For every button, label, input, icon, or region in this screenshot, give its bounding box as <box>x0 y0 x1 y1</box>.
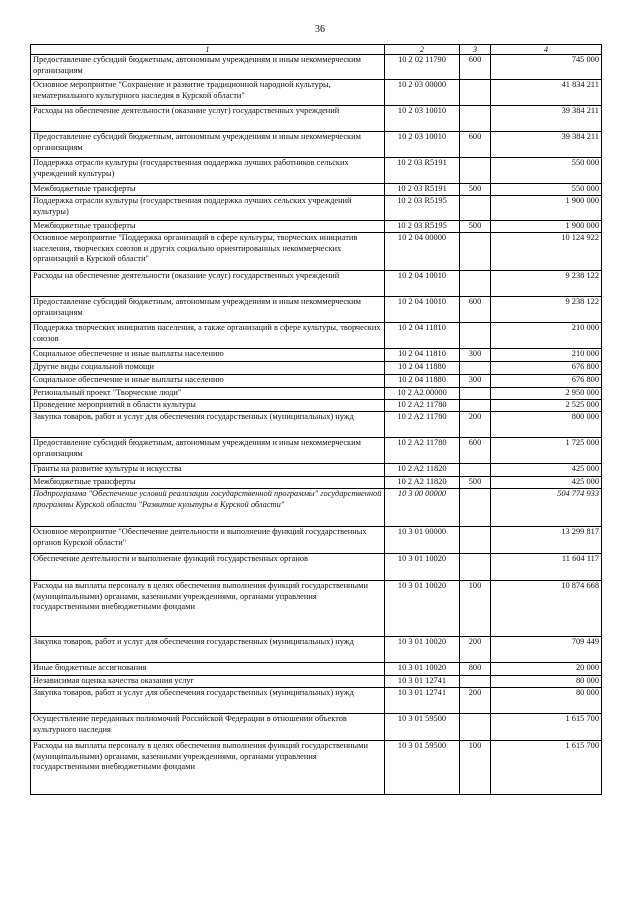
header-col-2: 2 <box>385 45 460 55</box>
cell-type <box>460 554 491 581</box>
cell-amount: 9 238 122 <box>491 297 602 323</box>
cell-code: 10 2 03 R5195 <box>385 196 460 221</box>
cell-name: Региональный проект "Творческие люди" <box>31 388 385 400</box>
table-row <box>31 323 602 349</box>
cell-amount: 13 299 817 <box>491 527 602 554</box>
cell-name: Обеспечение деятельности и выполнение функций государственных органов <box>31 554 385 581</box>
cell-code: 10 3 01 10020 <box>385 637 460 663</box>
cell-name: Расходы на выплаты персоналу в целях обеспечения выполнения функций государственными (муниципальными) органами, казенными учреждениями, органами управления государственными внебюджетными фондами <box>31 581 385 637</box>
cell-code: 10 2 03 R5195 <box>385 221 460 233</box>
cell-amount: 800 000 <box>491 412 602 438</box>
cell-code: 10 3 01 10020 <box>385 554 460 581</box>
cell-name: Расходы на обеспечение деятельности (оказание услуг) государственных учреждений <box>31 271 385 297</box>
cell-amount: 550 000 <box>491 184 602 196</box>
cell-type <box>460 362 491 375</box>
cell-type: 500 <box>460 221 491 233</box>
cell-code: 10 3 01 12741 <box>385 676 460 688</box>
cell-code: 10 2 04 10010 <box>385 271 460 297</box>
cell-type <box>460 271 491 297</box>
cell-code: 10 2 04 11810 <box>385 349 460 362</box>
cell-amount: 550 000 <box>491 158 602 184</box>
cell-name: Иные бюджетные ассигнования <box>31 663 385 676</box>
cell-type: 100 <box>460 741 491 795</box>
cell-code: 10 2 A2 11820 <box>385 477 460 489</box>
header-col-1: 1 <box>31 45 385 55</box>
cell-name: Поддержка отрасли культуры (государственная поддержка лучших сельских учреждений культуры) <box>31 196 385 221</box>
cell-type: 300 <box>460 349 491 362</box>
page-number: 36 <box>315 24 325 35</box>
cell-amount: 39 384 211 <box>491 132 602 158</box>
cell-name: Независимая оценка качества оказания услуг <box>31 676 385 688</box>
cell-amount: 210 000 <box>491 349 602 362</box>
cell-type: 600 <box>460 297 491 323</box>
table-row <box>31 106 602 132</box>
table-row <box>31 297 602 323</box>
cell-amount: 10 124 922 <box>491 233 602 271</box>
table-row <box>31 438 602 464</box>
cell-amount: 1 725 000 <box>491 438 602 464</box>
table-row <box>31 676 602 688</box>
table-row <box>31 663 602 676</box>
cell-amount: 1 900 000 <box>491 221 602 233</box>
table-row <box>31 527 602 554</box>
cell-amount: 676 800 <box>491 375 602 388</box>
cell-amount: 2 950 000 <box>491 388 602 400</box>
cell-amount: 1 900 000 <box>491 196 602 221</box>
cell-type <box>460 106 491 132</box>
cell-name: Осуществление переданных полномочий Российской Федерации в отношении объектов культурного наследия <box>31 714 385 741</box>
cell-code: 10 2 03 R5191 <box>385 158 460 184</box>
cell-name: Закупка товаров, работ и услуг для обеспечения государственных (муниципальных) нужд <box>31 637 385 663</box>
cell-amount: 10 874 668 <box>491 581 602 637</box>
cell-amount: 11 604 117 <box>491 554 602 581</box>
table-header-row <box>31 45 602 55</box>
cell-name: Другие виды социальной помощи <box>31 362 385 375</box>
cell-type: 300 <box>460 375 491 388</box>
cell-amount: 20 000 <box>491 663 602 676</box>
cell-code: 10 3 01 00000 <box>385 527 460 554</box>
table-row <box>31 412 602 438</box>
cell-amount: 2 525 000 <box>491 400 602 412</box>
cell-code: 10 2 A2 11780 <box>385 412 460 438</box>
cell-type <box>460 400 491 412</box>
table-row <box>31 80 602 106</box>
cell-code: 10 2 04 00000 <box>385 233 460 271</box>
cell-code: 10 2 04 11880 <box>385 362 460 375</box>
cell-name: Предоставление субсидий бюджетным, автономным учреждениям и иным некоммерческим организациям <box>31 55 385 80</box>
table-row <box>31 464 602 477</box>
cell-amount: 425 000 <box>491 477 602 489</box>
cell-type: 100 <box>460 581 491 637</box>
cell-code: 10 2 04 10010 <box>385 297 460 323</box>
cell-name: Предоставление субсидий бюджетным, автономным учреждениям и иным некоммерческим организациям <box>31 438 385 464</box>
table-row <box>31 132 602 158</box>
table-row <box>31 349 602 362</box>
cell-type <box>460 714 491 741</box>
table-row <box>31 233 602 271</box>
cell-type <box>460 489 491 527</box>
cell-type <box>460 323 491 349</box>
table-row <box>31 55 602 80</box>
table-row <box>31 196 602 221</box>
table-row <box>31 221 602 233</box>
header-col-4: 4 <box>491 45 602 55</box>
cell-amount: 425 000 <box>491 464 602 477</box>
cell-name: Поддержка отрасли культуры (государственная поддержка лучших работников сельских учреждений культуры) <box>31 158 385 184</box>
cell-amount: 1 615 700 <box>491 741 602 795</box>
cell-type <box>460 388 491 400</box>
cell-type <box>460 527 491 554</box>
table-body <box>31 55 602 795</box>
cell-amount: 41 834 211 <box>491 80 602 106</box>
table-row <box>31 362 602 375</box>
table-row <box>31 741 602 795</box>
cell-type: 200 <box>460 688 491 714</box>
cell-type: 200 <box>460 412 491 438</box>
cell-amount: 80 000 <box>491 676 602 688</box>
cell-type: 200 <box>460 637 491 663</box>
cell-code: 10 2 A2 11780 <box>385 400 460 412</box>
table-row <box>31 688 602 714</box>
cell-name: Расходы на обеспечение деятельности (оказание услуг) государственных учреждений <box>31 106 385 132</box>
cell-type: 600 <box>460 438 491 464</box>
cell-amount: 745 000 <box>491 55 602 80</box>
table-row <box>31 714 602 741</box>
cell-type <box>460 158 491 184</box>
cell-amount: 210 000 <box>491 323 602 349</box>
cell-type <box>460 80 491 106</box>
cell-name: Закупка товаров, работ и услуг для обеспечения государственных (муниципальных) нужд <box>31 688 385 714</box>
table-row <box>31 477 602 489</box>
cell-amount: 676 800 <box>491 362 602 375</box>
cell-name: Поддержка творческих инициатив населения, а также организаций в сфере культуры, творческих союзов <box>31 323 385 349</box>
cell-name: Предоставление субсидий бюджетным, автономным учреждениям и иным некоммерческим организациям <box>31 132 385 158</box>
header-col-3: 3 <box>460 45 491 55</box>
cell-name: Межбюджетные трансферты <box>31 221 385 233</box>
cell-name: Межбюджетные трансферты <box>31 477 385 489</box>
cell-amount: 1 615 700 <box>491 714 602 741</box>
cell-code: 10 3 00 00000 <box>385 489 460 527</box>
cell-name: Расходы на выплаты персоналу в целях обеспечения выполнения функций государственными (муниципальными) органами, казенными учреждениями, органами управления государственными внебюджетными фондами <box>31 741 385 795</box>
cell-amount: 504 774 933 <box>491 489 602 527</box>
cell-type: 500 <box>460 184 491 196</box>
cell-code: 10 2 A2 11820 <box>385 464 460 477</box>
cell-code: 10 2 03 R5191 <box>385 184 460 196</box>
cell-code: 10 3 01 12741 <box>385 688 460 714</box>
cell-name: Предоставление субсидий бюджетным, автономным учреждениям и иным некоммерческим организациям <box>31 297 385 323</box>
table-row <box>31 637 602 663</box>
cell-code: 10 3 01 10020 <box>385 663 460 676</box>
table-row <box>31 271 602 297</box>
cell-type <box>460 464 491 477</box>
cell-name: Основное мероприятие "Поддержка организаций в сфере культуры, творческих инициатив населения, творческих союзов и других социально ориентированных некоммерческих организаций в Курской области" <box>31 233 385 271</box>
table-row <box>31 489 602 527</box>
cell-code: 10 2 03 10010 <box>385 106 460 132</box>
table-row <box>31 375 602 388</box>
budget-table <box>30 44 602 795</box>
cell-name: Закупка товаров, работ и услуг для обеспечения государственных (муниципальных) нужд <box>31 412 385 438</box>
cell-code: 10 3 01 59500 <box>385 741 460 795</box>
cell-code: 10 3 01 10020 <box>385 581 460 637</box>
cell-name: Основное мероприятие "Сохранение и развитие традиционной народной культуры, нематериального культурного наследия в Курской области" <box>31 80 385 106</box>
cell-code: 10 2 A2 11780 <box>385 438 460 464</box>
cell-code: 10 2 04 11880 <box>385 375 460 388</box>
cell-amount: 709 449 <box>491 637 602 663</box>
cell-type <box>460 233 491 271</box>
cell-amount: 9 238 122 <box>491 271 602 297</box>
cell-code: 10 2 03 10010 <box>385 132 460 158</box>
cell-type: 600 <box>460 132 491 158</box>
cell-name: Социальное обеспечение и иные выплаты населению <box>31 349 385 362</box>
cell-type: 800 <box>460 663 491 676</box>
cell-amount: 80 000 <box>491 688 602 714</box>
cell-code: 10 2 02 11790 <box>385 55 460 80</box>
table-row <box>31 400 602 412</box>
cell-name: Социальное обеспечение и иные выплаты населению <box>31 375 385 388</box>
cell-name: Гранты на развитие культуры и искусства <box>31 464 385 477</box>
cell-code: 10 3 01 59500 <box>385 714 460 741</box>
table-row <box>31 554 602 581</box>
cell-type <box>460 196 491 221</box>
cell-type <box>460 676 491 688</box>
cell-type: 500 <box>460 477 491 489</box>
cell-code: 10 2 03 00000 <box>385 80 460 106</box>
cell-code: 10 2 04 11810 <box>385 323 460 349</box>
cell-code: 10 2 A2 00000 <box>385 388 460 400</box>
table-row <box>31 184 602 196</box>
cell-name: Проведение мероприятий в области культуры <box>31 400 385 412</box>
table-row <box>31 581 602 637</box>
cell-name: Основное мероприятие "Обеспечение деятельности и выполнение функций государственных органов Курской области" <box>31 527 385 554</box>
cell-name: Подпрограмма "Обеспечение условий реализации государственной программы" государственной программы Курской области "Развитие культуры в Курской области" <box>31 489 385 527</box>
cell-amount: 39 384 211 <box>491 106 602 132</box>
cell-type: 600 <box>460 55 491 80</box>
cell-name: Межбюджетные трансферты <box>31 184 385 196</box>
table-row <box>31 158 602 184</box>
table-row <box>31 388 602 400</box>
